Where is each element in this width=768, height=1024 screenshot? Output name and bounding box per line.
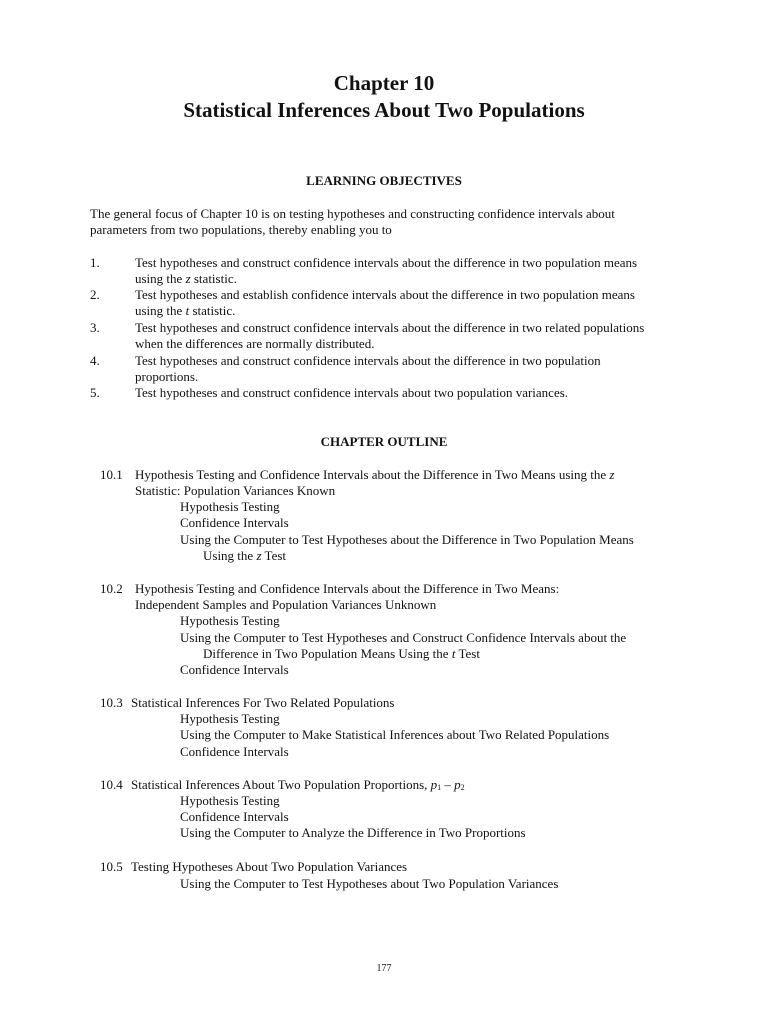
outline-section-title: Statistical Inferences About Two Population Proportions, $p_1 - p_2$ — [131, 777, 465, 792]
objective-number: 1. — [90, 255, 100, 270]
chapter-number: Chapter 10 — [333, 71, 435, 95]
outline-subitem: Using the Computer to Test Hypotheses about Two Population Variances — [180, 876, 559, 891]
outline-section-title: Hypothesis Testing and Confidence Intervals about the Difference in Two Means: — [135, 581, 560, 596]
outline-section-number: 10.5 — [100, 859, 123, 874]
outline-subitem: Hypothesis Testing — [180, 613, 280, 628]
objective-number: 4. — [90, 353, 100, 368]
outline-subitem: Hypothesis Testing — [180, 793, 280, 808]
outline-section-title-cont: Independent Samples and Population Variances Unknown — [135, 597, 437, 612]
objective-text-cont: proportions. — [135, 369, 199, 384]
learning-objectives-heading: LEARNING OBJECTIVES — [306, 173, 462, 188]
outline-section-title: Hypothesis Testing and Confidence Intervals about the Difference in Two Means using the z — [135, 467, 615, 482]
intro-line-1: The general focus of Chapter 10 is on testing hypotheses and constructing confidence intervals about — [90, 206, 615, 221]
objective-text-cont: using the t statistic. — [135, 303, 236, 318]
objective-text: Test hypotheses and construct confidence intervals about two population variances. — [135, 385, 569, 400]
outline-subitem: Using the Computer to Test Hypotheses about the Difference in Two Population Means — [180, 532, 634, 547]
objective-number: 5. — [90, 385, 100, 400]
outline-subitem: Using the Computer to Make Statistical Inferences about Two Related Populations — [180, 727, 610, 742]
outline-section-number: 10.4 — [100, 777, 123, 792]
objective-text-cont: using the z statistic. — [135, 271, 237, 286]
objective-number: 2. — [90, 287, 100, 302]
outline-section-number: 10.1 — [100, 467, 123, 482]
outline-section-title: Statistical Inferences For Two Related Populations — [131, 695, 395, 710]
outline-subitem: Confidence Intervals — [180, 515, 289, 530]
objective-text-cont: when the differences are normally distributed. — [135, 336, 375, 351]
objective-text: Test hypotheses and construct confidence intervals about the difference in two population — [135, 353, 601, 368]
intro-line-2: parameters from two populations, thereby enabling you to — [90, 222, 392, 237]
chapter-title: Statistical Inferences About Two Populations — [183, 98, 585, 122]
page-number: 177 — [376, 963, 392, 974]
objective-text: Test hypotheses and establish confidence intervals about the difference in two population means — [135, 287, 635, 302]
objective-number: 3. — [90, 320, 100, 335]
outline-subitem: Hypothesis Testing — [180, 499, 280, 514]
objective-text: Test hypotheses and construct confidence intervals about the difference in two related populations — [135, 320, 645, 335]
outline-subitem: Using the Computer to Test Hypotheses and Construct Confidence Intervals about the — [180, 630, 627, 645]
outline-subitem-cont: Difference in Two Population Means Using the t Test — [203, 646, 480, 661]
outline-subitem: Hypothesis Testing — [180, 711, 280, 726]
outline-section-number: 10.2 — [100, 581, 123, 596]
outline-section-title-cont: Statistic: Population Variances Known — [135, 483, 336, 498]
outline-subitem: Confidence Intervals — [180, 662, 289, 677]
chapter-outline-heading: CHAPTER OUTLINE — [320, 434, 448, 449]
outline-section-number: 10.3 — [100, 695, 123, 710]
outline-subitem-cont: Using the z Test — [203, 548, 287, 563]
objective-text: Test hypotheses and construct confidence intervals about the difference in two population means — [135, 255, 638, 270]
outline-subitem: Using the Computer to Analyze the Difference in Two Proportions — [180, 825, 526, 840]
outline-subitem: Confidence Intervals — [180, 809, 289, 824]
outline-section-title: Testing Hypotheses About Two Population Variances — [131, 859, 408, 874]
outline-subitem: Confidence Intervals — [180, 744, 289, 759]
